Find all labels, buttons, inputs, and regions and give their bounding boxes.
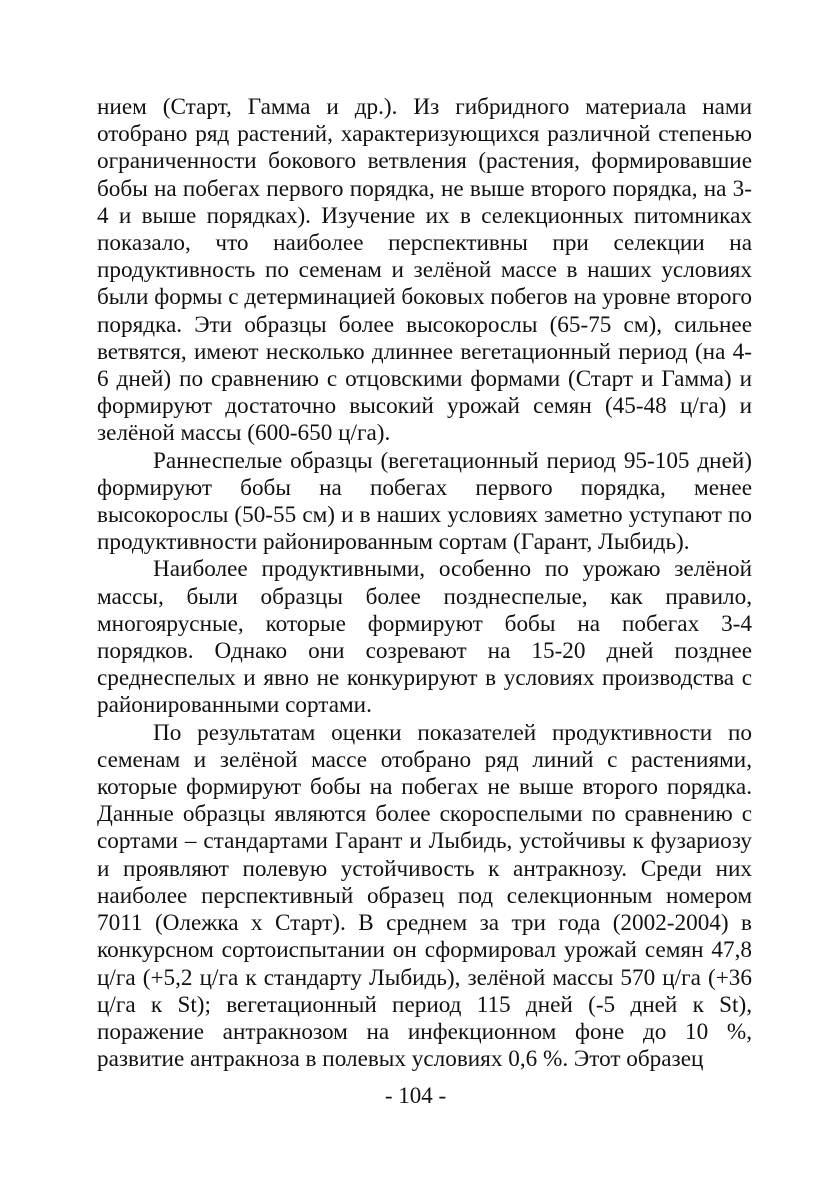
paragraph-4: По результатам оценки показателей продуктивности по семенам и зелёной массе отобрано ряд линий с растениями, которые формируют бобы на побегах не выше второго порядка. Данные образцы являются более скороспелыми по сравнению с сортами – стандартами Гарант и Лыбидь, устойчивы к фузариозу и проявляют полевую устойчивость к антракнозу. Среди них наиболее перспективный образец под селекционным номером 7011 (Олежка х Старт). В среднем за три года (2002-2004) в конкурсном сортоиспытании он сформировал урожай семян 47,8 ц/га (+5,2 ц/га к стандарту Лыбидь), зелёной массы 570 ц/га (+36 ц/га к St); вегетационный период 115 дней (-5 дней к St), поражение антракнозом на инфекционном фоне до 10 %, развитие антракноза в полевых условиях 0,6 %. Этот образец [97, 719, 752, 1073]
paragraph-1: нием (Старт, Гамма и др.). Из гибридного материала нами отобрано ряд растений, характеризующихся различной степенью ограниченности бокового ветвления (растения, формировавшие бобы на побегах первого порядка, не выше второго порядка, на 3-4 и выше порядках). Изучение их в селекционных питомниках показало, что наиболее перспективны при селекции на продуктивность по семенам и зелёной массе в наших условиях были формы с детерминацией боковых побегов на уровне второго порядка. Эти образцы более высокорослы (65-75 см), сильнее ветвятся, имеют несколько длиннее вегетационный период (на 4-6 дней) по сравнению с отцовскими формами (Старт и Гамма) и формируют достаточно высокий урожай семян (45-48 ц/га) и зелёной массы (600-650 ц/га). [97, 94, 752, 447]
paragraph-2: Раннеспелые образцы (вегетационный период 95-105 дней) формируют бобы на побегах первого порядка, менее высокорослы (50-55 см) и в наших условиях заметно уступают по продуктивности районированным сортам (Гарант, Лыбидь). [97, 447, 752, 556]
page-body [97, 94, 752, 1073]
page-number: - 104 - [384, 1083, 447, 1108]
paragraph-3: Наиболее продуктивными, особенно по урожаю зелёной массы, были образцы более позднеспелые, как правило, многоярусные, которые формируют бобы на побегах 3-4 порядков. Однако они созревают на 15-20 дней позднее среднеспелых и явно не конкурируют в условиях производства с районированными сортами. [97, 556, 752, 719]
